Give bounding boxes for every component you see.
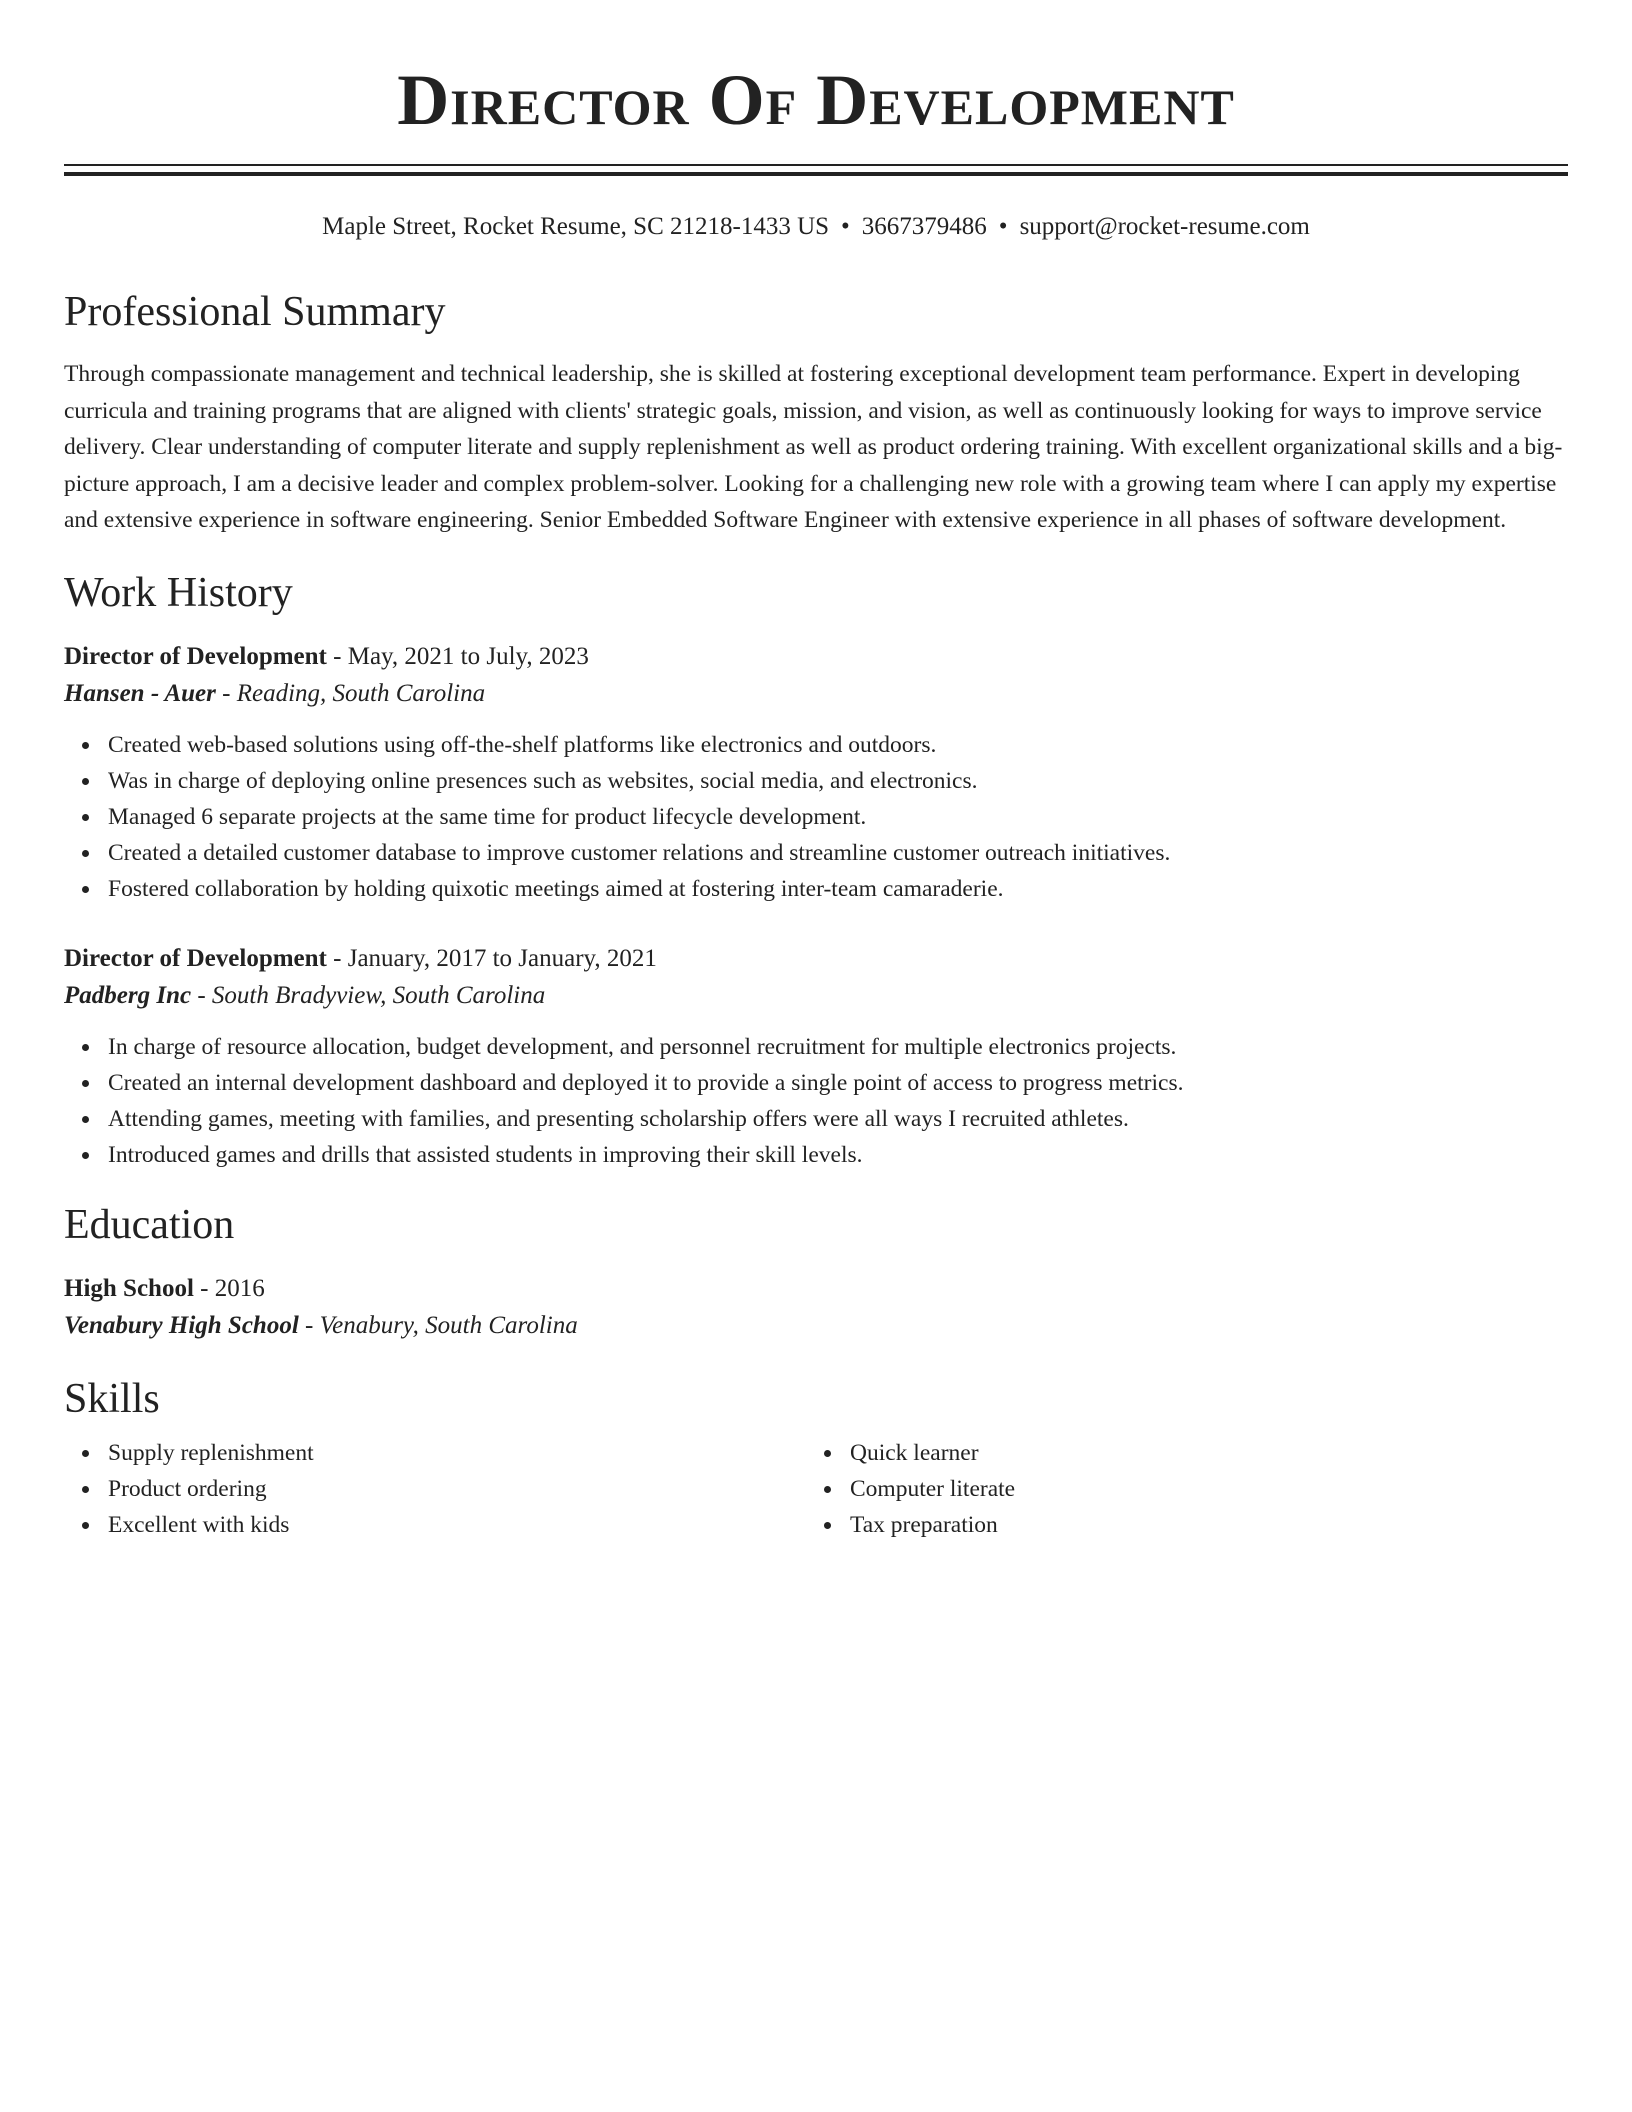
skills-list [64,1435,806,1543]
list-item: Was in charge of deploying online presences such as websites, social media, and electronics. [108,763,1568,799]
candidate-name: Director Of Development [397,60,1235,140]
list-item: Managed 6 separate projects at the same time for product lifecycle development. [108,799,1568,835]
list-item: Introduced games and drills that assisted students in improving their skill levels. [108,1137,1568,1173]
skill-item: Tax preparation [850,1507,1548,1543]
job-location: - Reading, South Carolina [215,679,486,707]
list-item: In charge of resource allocation, budget development, and personnel recruitment for multiple electronics projects. [108,1029,1568,1065]
contact-separator: • [841,213,850,240]
education-degree-line [64,1271,1568,1307]
list-item: Created a detailed customer database to improve customer relations and streamline customer outreach initiatives. [108,835,1568,871]
job-employer: Padberg Inc [64,981,192,1009]
education-entry [64,1271,1568,1345]
education-heading: Education [64,1201,235,1248]
summary-text: Through compassionate management and technical leadership, she is skilled at fostering exceptional development team performance. Expert in developing curricula and training programs that are aligned with clients' strategic goals, mission, and vision, as well as continuously looking for ways to improve service delivery. Clear understanding of computer literate and supply replenishment as well as product ordering training. With excellent organizational skills and a big-picture approach, I am a decisive leader and complex problem-solver. Looking for a challenging new role with a growing team where I can apply my expertise and extensive experience in software engineering. Senior Embedded Software Engineer with extensive experience in all phases of software development. [64,361,1563,533]
skill-item: Quick learner [850,1435,1548,1471]
job-employer: Hansen - Auer [64,679,216,707]
job-role: Director of Development [64,944,327,972]
education-degree: High School [64,1274,194,1302]
header-rule-thin [64,164,1568,166]
skill-item: Excellent with kids [108,1507,806,1543]
job-bullets [64,727,1568,907]
skills-column-left [64,1435,806,1543]
header-rule-thick [64,172,1568,176]
skills-column-right [806,1435,1548,1543]
education-school: Venabury High School [64,1311,299,1339]
job-title-line [64,639,1568,675]
job-entry [64,639,1568,907]
job-entry [64,941,1568,1173]
skill-item: Product ordering [108,1471,806,1507]
job-title-line [64,941,1568,977]
skill-item: Computer literate [850,1471,1548,1507]
skills-list [806,1435,1548,1543]
contact-separator: • [998,213,1008,240]
summary-heading: Professional Summary [64,289,446,335]
skills-grid [64,1435,1568,1543]
job-employer-line [64,977,1568,1015]
job-dates: - January, 2017 to January, 2021 [326,944,657,972]
contact-phone: 3667379486 [861,213,987,240]
education-year: - 2016 [193,1274,265,1302]
list-item: Fostered collaboration by holding quixotic meetings aimed at fostering inter-team camaraderie. [108,871,1568,907]
job-role: Director of Development [64,642,327,670]
job-location: - South Bradyview, South Carolina [191,981,546,1009]
job-dates: - May, 2021 to July, 2023 [326,642,589,670]
work-history-heading: Work History [64,569,293,616]
contact-address: Maple Street, Rocket Resume, SC 21218-1433 US [322,213,830,240]
job-employer-line [64,675,1568,713]
list-item: Attending games, meeting with families, and presenting scholarship offers were all ways I recruited athletes. [108,1101,1568,1137]
education-location: - Venabury, South Carolina [298,1311,578,1339]
skills-heading: Skills [64,1375,160,1422]
education-school-line [64,1307,1568,1345]
skill-item: Supply replenishment [108,1435,806,1471]
list-item: Created web-based solutions using off-the-shelf platforms like electronics and outdoors. [108,727,1568,763]
list-item: Created an internal development dashboard and deployed it to provide a single point of access to progress metrics. [108,1065,1568,1101]
contact-email: support@rocket-resume.com [1019,213,1310,240]
contact-line [64,210,1568,244]
job-bullets [64,1029,1568,1173]
